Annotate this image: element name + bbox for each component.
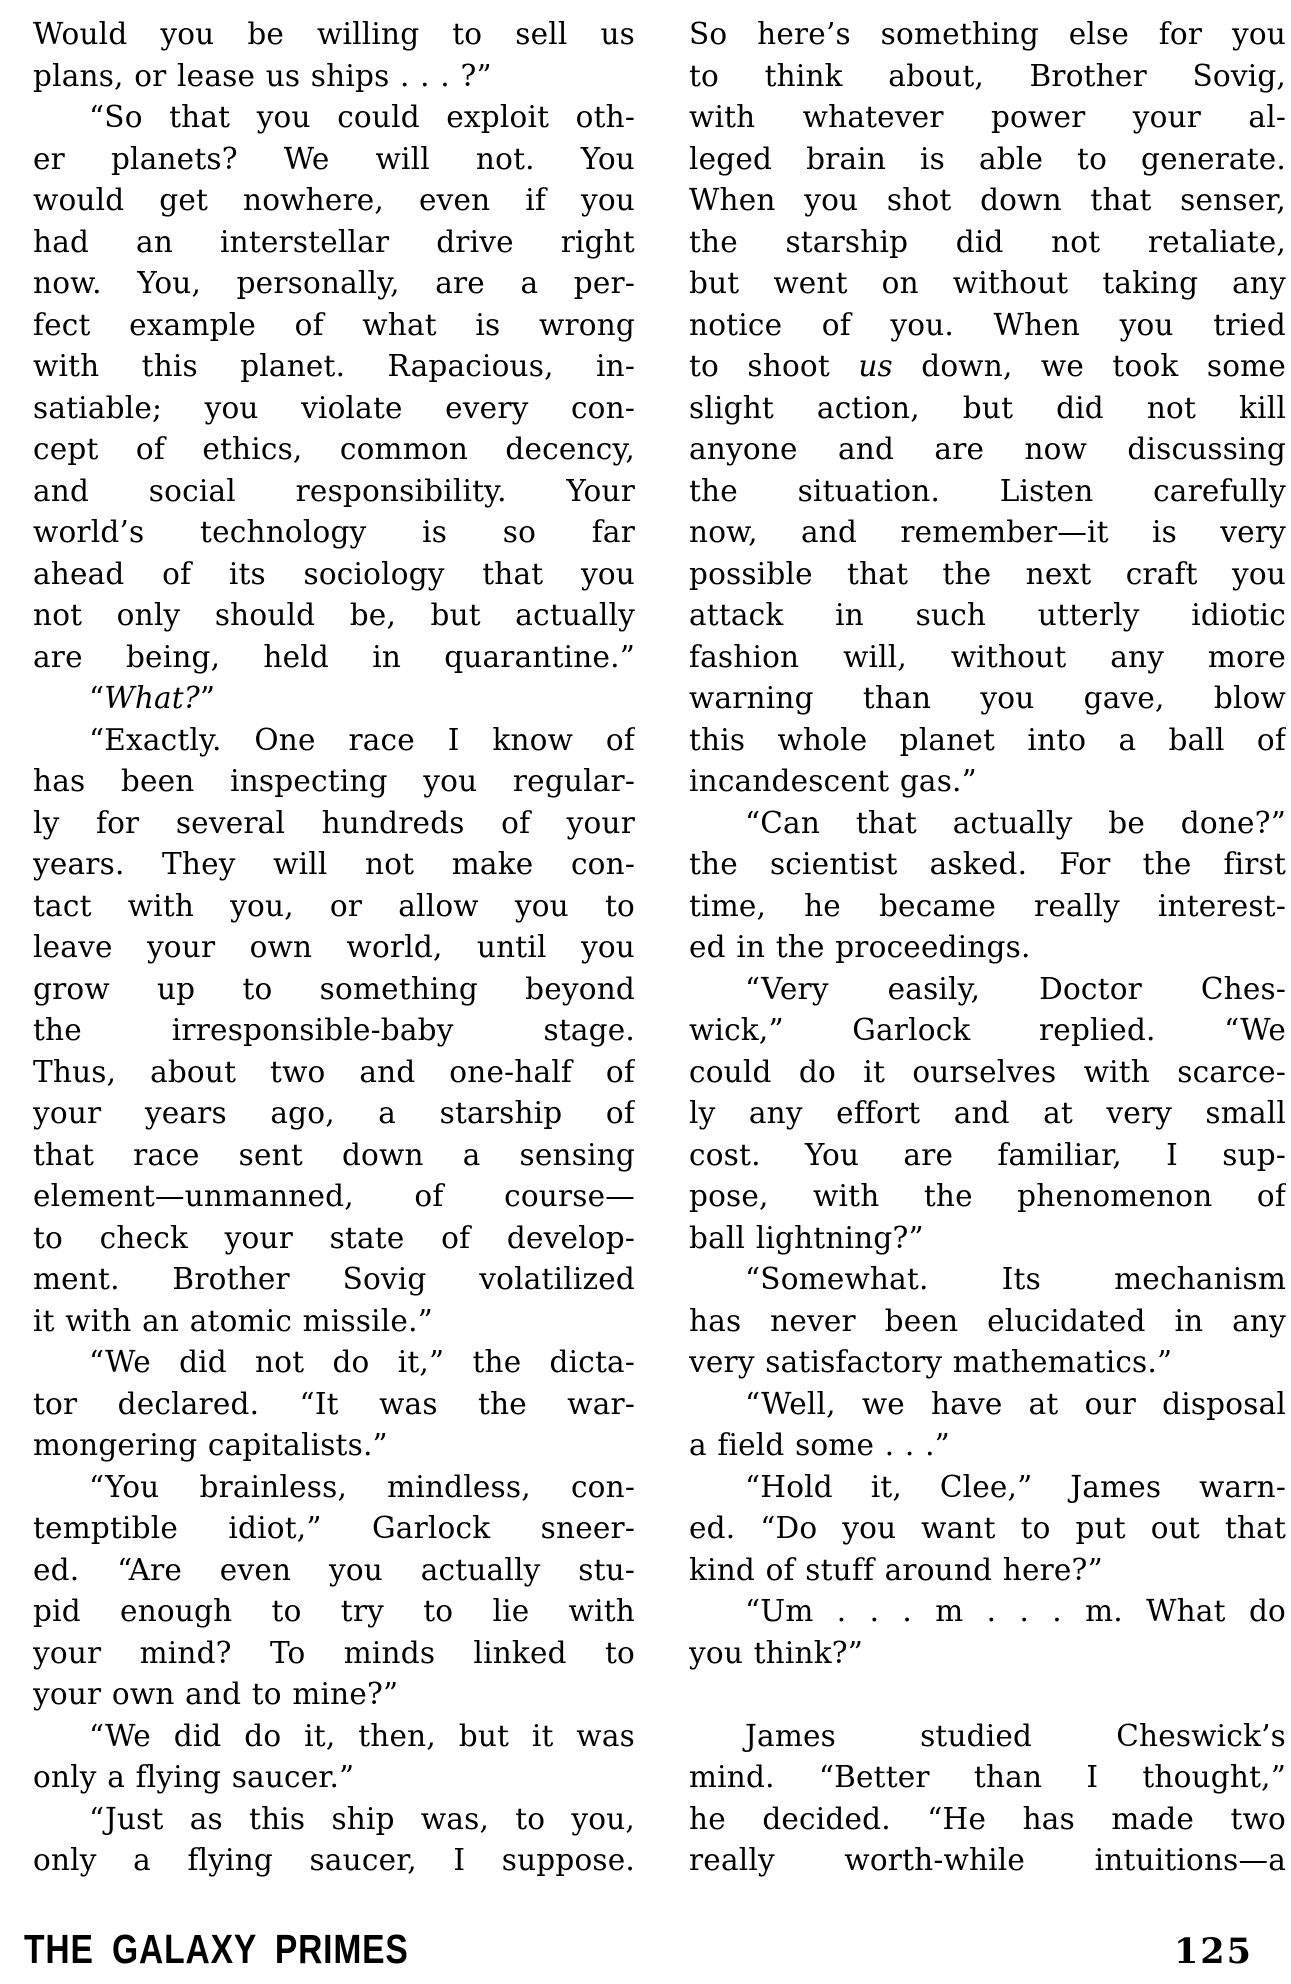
text-line [33,1093,635,1135]
text-segment: could do it ourselves with scarce- [689,1054,1286,1089]
text-segment: to shoot [689,349,859,383]
text-segment: So here’s something else for you [689,17,1286,51]
text-segment: “Can that actually be done?” [745,805,1286,840]
text-line [689,761,1286,803]
text-segment: but went on without taking any [689,266,1286,300]
text-segment: has been inspecting you regular- [33,764,635,798]
text-line [689,263,1286,305]
text-line [33,1218,635,1260]
text-segment: the irresponsible-baby stage. [33,1013,635,1047]
text-segment: possible that the next craft you [689,556,1286,591]
text-line [689,1135,1286,1177]
text-line [33,595,635,637]
text-line [33,1342,635,1384]
text-segment: wick,” Garlock replied. “We [689,1013,1286,1047]
text-segment: element—unmanned, of course— [33,1179,635,1213]
text-segment: this whole planet into a ball of [689,722,1286,757]
text-line [689,1799,1286,1841]
text-segment: that race sent down a sensing [33,1137,635,1172]
text-line [689,803,1286,845]
text-line [33,388,635,430]
text-segment: “So that you could exploit oth- [89,100,635,134]
page-number: 125 [1173,1930,1253,1972]
text-segment: had an interstellar drive right [33,224,635,259]
text-line [689,1757,1286,1799]
text-line [689,1591,1286,1633]
text-segment: “Very easily, Doctor Ches- [745,971,1286,1006]
text-segment: he decided. “He has made two [689,1801,1286,1836]
text-segment: “Somewhat. Its mechanism [745,1262,1286,1296]
text-segment: to think about, Brother Sovig, [689,58,1286,93]
text-segment: would get nowhere, even if you [33,183,635,217]
text-segment: years. They will not make con- [33,847,635,881]
text-segment: attack in such utterly idiotic [689,598,1286,632]
text-segment: notice of you. When you tried [689,307,1286,342]
text-line [33,1384,635,1426]
text-line [689,1508,1286,1550]
text-segment: grow up to something beyond [33,971,635,1006]
text-line [33,844,635,886]
text-segment: your own and to mine?” [33,1677,399,1711]
text-line [689,471,1286,513]
text-segment: with this planet. Rapacious, in- [33,349,635,383]
text-line [33,554,635,596]
text-segment: time, he became really interest- [689,888,1286,923]
text-segment: pid enough to try to lie with [33,1594,635,1628]
text-line [689,595,1286,637]
text-line [33,1508,635,1550]
text-line [33,1757,635,1799]
text-segment: ment. Brother Sovig volatilized [33,1262,635,1296]
text-line [689,1301,1286,1343]
text-line [33,1467,635,1509]
text-segment: “ [89,681,105,715]
text-segment: fect example of what is wrong [33,307,635,342]
text-line [33,927,635,969]
text-segment: really worth-while intuitions—a [689,1843,1286,1877]
text-segment: ed in the proceedings. [689,930,1031,964]
text-segment: ahead of its sociology that you [33,556,635,591]
text-line [33,803,635,845]
text-line [33,14,635,56]
text-line [33,1425,635,1467]
page-footer [0,1926,1291,1973]
text-line [33,1633,635,1675]
section-break [689,1674,1286,1716]
text-line [33,139,635,181]
text-line [33,429,635,471]
text-columns [0,14,1291,1882]
text-segment: cept of ethics, common decency, [33,432,635,466]
text-line [689,139,1286,181]
text-line [689,1425,1286,1467]
text-segment: now. You, personally, are a per- [33,266,635,300]
text-line [33,761,635,803]
text-line [33,1176,635,1218]
text-line [33,305,635,347]
text-segment: only a flying saucer.” [33,1760,355,1794]
text-segment: “We did not do it,” the dicta- [89,1345,635,1379]
text-line [33,1052,635,1094]
text-line [33,512,635,554]
right-text-column [689,14,1286,1882]
text-line [33,346,635,388]
text-line [33,1135,635,1177]
italic-text: us [858,349,893,383]
left-text-column [33,14,635,1882]
text-line [689,678,1286,720]
text-segment: Thus, about two and one-half of [33,1054,635,1089]
text-line [689,97,1286,139]
text-line [689,1384,1286,1426]
text-segment: very satisfactory mathematics.” [689,1345,1173,1379]
text-segment: pose, with the phenomenon of [689,1179,1286,1213]
text-segment: ball lightning?” [689,1220,924,1255]
text-line [689,1840,1286,1882]
text-line [33,1840,635,1882]
text-line [33,969,635,1011]
text-line [689,1010,1286,1052]
text-segment: the starship did not retaliate, [689,224,1286,259]
text-line [689,1633,1286,1675]
text-segment: anyone and are now discussing [689,432,1286,466]
text-line [689,1342,1286,1384]
text-line [689,1259,1286,1301]
text-line [689,1716,1286,1758]
text-segment: a field some . . .” [689,1428,950,1462]
text-segment: ly for several hundreds of your [33,805,635,840]
text-segment: it with an atomic missile.” [33,1303,433,1338]
text-segment: ed. “Are even you actually stu- [33,1552,635,1587]
text-segment: ly any effort and at very small [689,1096,1286,1130]
text-segment: the scientist asked. For the first [689,847,1286,881]
text-line [689,56,1286,98]
text-segment: ” [199,681,216,715]
text-line [33,1259,635,1301]
text-line [33,637,635,679]
text-line [689,637,1286,679]
text-segment: incandescent gas.” [689,764,977,798]
text-segment: temptible idiot,” Garlock sneer- [33,1511,635,1545]
text-segment: “Hold it, Clee,” James warn- [745,1469,1286,1504]
text-line [33,678,635,720]
text-segment: fashion will, without any more [689,639,1286,674]
text-segment: your years ago, a starship of [33,1096,635,1130]
text-segment: tor declared. “It was the war- [33,1386,635,1421]
text-segment: and social responsibility. Your [33,473,635,508]
text-segment: not only should be, but actually [33,598,635,632]
text-line [689,1550,1286,1592]
text-segment: down, we took some [892,349,1286,383]
text-line [33,1591,635,1633]
text-line [689,554,1286,596]
text-segment: plans, or lease us ships . . . ?” [33,58,492,93]
text-line [33,720,635,762]
text-segment: slight action, but did not kill [689,390,1286,425]
text-line [689,927,1286,969]
text-segment: your mind? To minds linked to [33,1635,635,1670]
text-line [33,180,635,222]
text-segment: leave your own world, until you [33,930,635,964]
text-segment: Would you be willing to sell us [33,17,635,51]
text-line [689,720,1286,762]
text-segment: satiable; you violate every con- [33,390,635,425]
text-segment: kind of stuff around here?” [689,1552,1103,1587]
text-segment: to check your state of develop- [33,1220,635,1255]
text-segment: “Exactly. One race I know of [89,722,635,757]
text-line [33,1799,635,1841]
text-line [33,1010,635,1052]
text-line [689,388,1286,430]
text-segment: ed. “Do you want to put out that [689,1511,1286,1545]
text-line [33,886,635,928]
text-segment: are being, held in quarantine.” [33,639,635,674]
text-line [689,1218,1286,1260]
text-line [689,969,1286,1011]
text-line [33,1674,635,1716]
text-line [689,1093,1286,1135]
text-line [689,1052,1286,1094]
text-line [689,346,1286,388]
text-segment: “You brainless, mindless, con- [89,1469,635,1504]
text-segment: “We did do it, then, but it was [89,1718,635,1753]
text-line [689,886,1286,928]
text-segment: only a flying saucer, I suppose. [33,1843,635,1877]
text-segment: you think?” [689,1635,864,1670]
text-segment: leged brain is able to generate. [689,141,1286,176]
text-segment: the situation. Listen carefully [689,473,1286,508]
text-segment: “Well, we have at our disposal [745,1386,1286,1421]
text-segment: “Um . . . m . . . m. What do [745,1594,1286,1628]
running-title: THE GALAXY PRIMES [24,1925,409,1972]
text-segment: world’s technology is so far [33,515,635,549]
text-line [33,222,635,264]
text-segment: When you shot down that senser, [689,183,1286,217]
text-segment: with whatever power your al- [689,100,1286,134]
text-line [689,14,1286,56]
text-line [689,305,1286,347]
text-line [33,1716,635,1758]
text-segment: cost. You are familiar, I sup- [689,1137,1286,1172]
text-segment: er planets? We will not. You [33,141,635,176]
text-line [689,429,1286,471]
text-line [33,56,635,98]
italic-text: What? [104,681,200,715]
text-segment: mind. “Better than I thought,” [689,1760,1286,1794]
text-line [33,1550,635,1592]
text-line [33,97,635,139]
text-line [689,1467,1286,1509]
text-segment: James studied Cheswick’s [745,1718,1286,1753]
text-line [689,512,1286,554]
text-line [689,180,1286,222]
text-line [689,844,1286,886]
text-line [689,1176,1286,1218]
text-segment: tact with you, or allow you to [33,888,635,923]
text-line [689,222,1286,264]
text-line [33,471,635,513]
text-segment: now, and remember—it is very [689,515,1286,549]
text-segment: has never been elucidated in any [689,1303,1286,1338]
text-segment: warning than you gave, blow [689,681,1286,715]
text-segment: “Just as this ship was, to you, [89,1801,635,1836]
text-segment: mongering capitalists.” [33,1428,388,1462]
text-line [33,1301,635,1343]
text-line [33,263,635,305]
